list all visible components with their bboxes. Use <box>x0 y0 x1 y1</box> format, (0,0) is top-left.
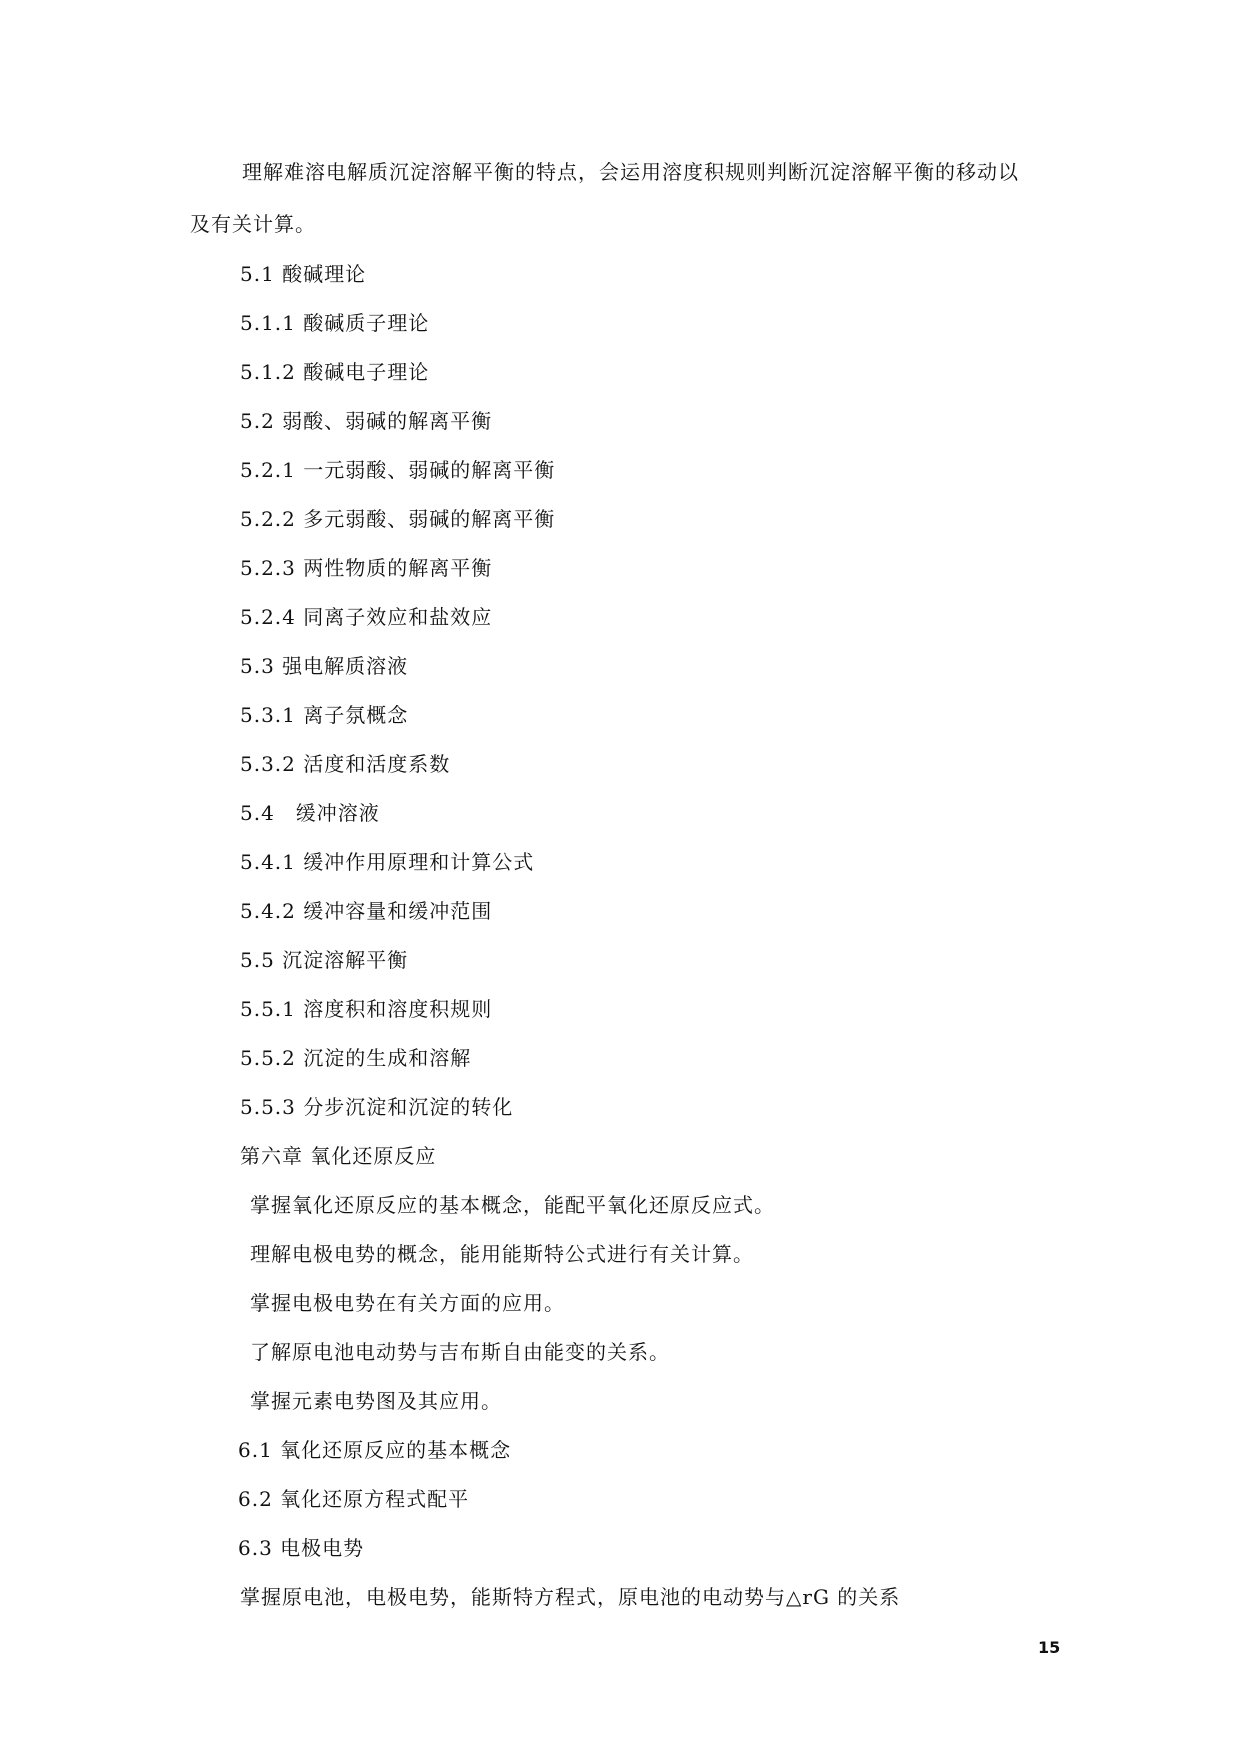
chapter-6-requirement-5: 掌握元素电势图及其应用。 <box>250 1389 502 1413</box>
subsection-heading-5-5-2: 5.5.2 沉淀的生成和溶解 <box>240 1046 472 1070</box>
intro-paragraph-line-2: 及有关计算。 <box>190 212 316 236</box>
section-heading-5-2: 5.2 弱酸、弱碱的解离平衡 <box>240 409 493 433</box>
section-heading-6-3: 6.3 电极电势 <box>238 1536 365 1560</box>
intro-paragraph-line-1: 理解难溶电解质沉淀溶解平衡的特点，会运用溶度积规则判断沉淀溶解平衡的移动以 <box>242 160 1019 184</box>
subsection-heading-5-5-1: 5.5.1 溶度积和溶度积规则 <box>240 997 493 1021</box>
subsection-heading-5-4-2: 5.4.2 缓冲容量和缓冲范围 <box>240 899 493 923</box>
subsection-heading-5-3-1: 5.3.1 离子氛概念 <box>240 703 409 727</box>
section-heading-5-1: 5.1 酸碱理论 <box>240 262 367 286</box>
chapter-6-requirement-2: 理解电极电势的概念，能用能斯特公式进行有关计算。 <box>250 1242 754 1266</box>
subsection-heading-5-5-3: 5.5.3 分步沉淀和沉淀的转化 <box>240 1095 514 1119</box>
page-number: 15 <box>1038 1638 1061 1657</box>
section-6-3-description: 掌握原电池，电极电势，能斯特方程式，原电池的电动势与△rG 的关系 <box>240 1585 901 1609</box>
section-heading-6-2: 6.2 氧化还原方程式配平 <box>238 1487 470 1511</box>
subsection-heading-5-1-1: 5.1.1 酸碱质子理论 <box>240 311 430 335</box>
chapter-6-title: 第六章 氧化还原反应 <box>240 1144 437 1168</box>
section-heading-5-3: 5.3 强电解质溶液 <box>240 654 409 678</box>
subsection-heading-5-2-2: 5.2.2 多元弱酸、弱碱的解离平衡 <box>240 507 556 531</box>
section-heading-5-4: 5.4 缓冲溶液 <box>240 801 380 825</box>
section-heading-6-1: 6.1 氧化还原反应的基本概念 <box>238 1438 512 1462</box>
chapter-6-requirement-4: 了解原电池电动势与吉布斯自由能变的关系。 <box>250 1340 670 1364</box>
chapter-6-requirement-3: 掌握电极电势在有关方面的应用。 <box>250 1291 565 1315</box>
subsection-heading-5-3-2: 5.3.2 活度和活度系数 <box>240 752 451 776</box>
chapter-6-requirement-1: 掌握氧化还原反应的基本概念，能配平氧化还原反应式。 <box>250 1193 775 1217</box>
subsection-heading-5-2-1: 5.2.1 一元弱酸、弱碱的解离平衡 <box>240 458 556 482</box>
subsection-heading-5-1-2: 5.1.2 酸碱电子理论 <box>240 360 430 384</box>
subsection-heading-5-4-1: 5.4.1 缓冲作用原理和计算公式 <box>240 850 535 874</box>
subsection-heading-5-2-3: 5.2.3 两性物质的解离平衡 <box>240 556 493 580</box>
subsection-heading-5-2-4: 5.2.4 同离子效应和盐效应 <box>240 605 493 629</box>
section-heading-5-5: 5.5 沉淀溶解平衡 <box>240 948 409 972</box>
